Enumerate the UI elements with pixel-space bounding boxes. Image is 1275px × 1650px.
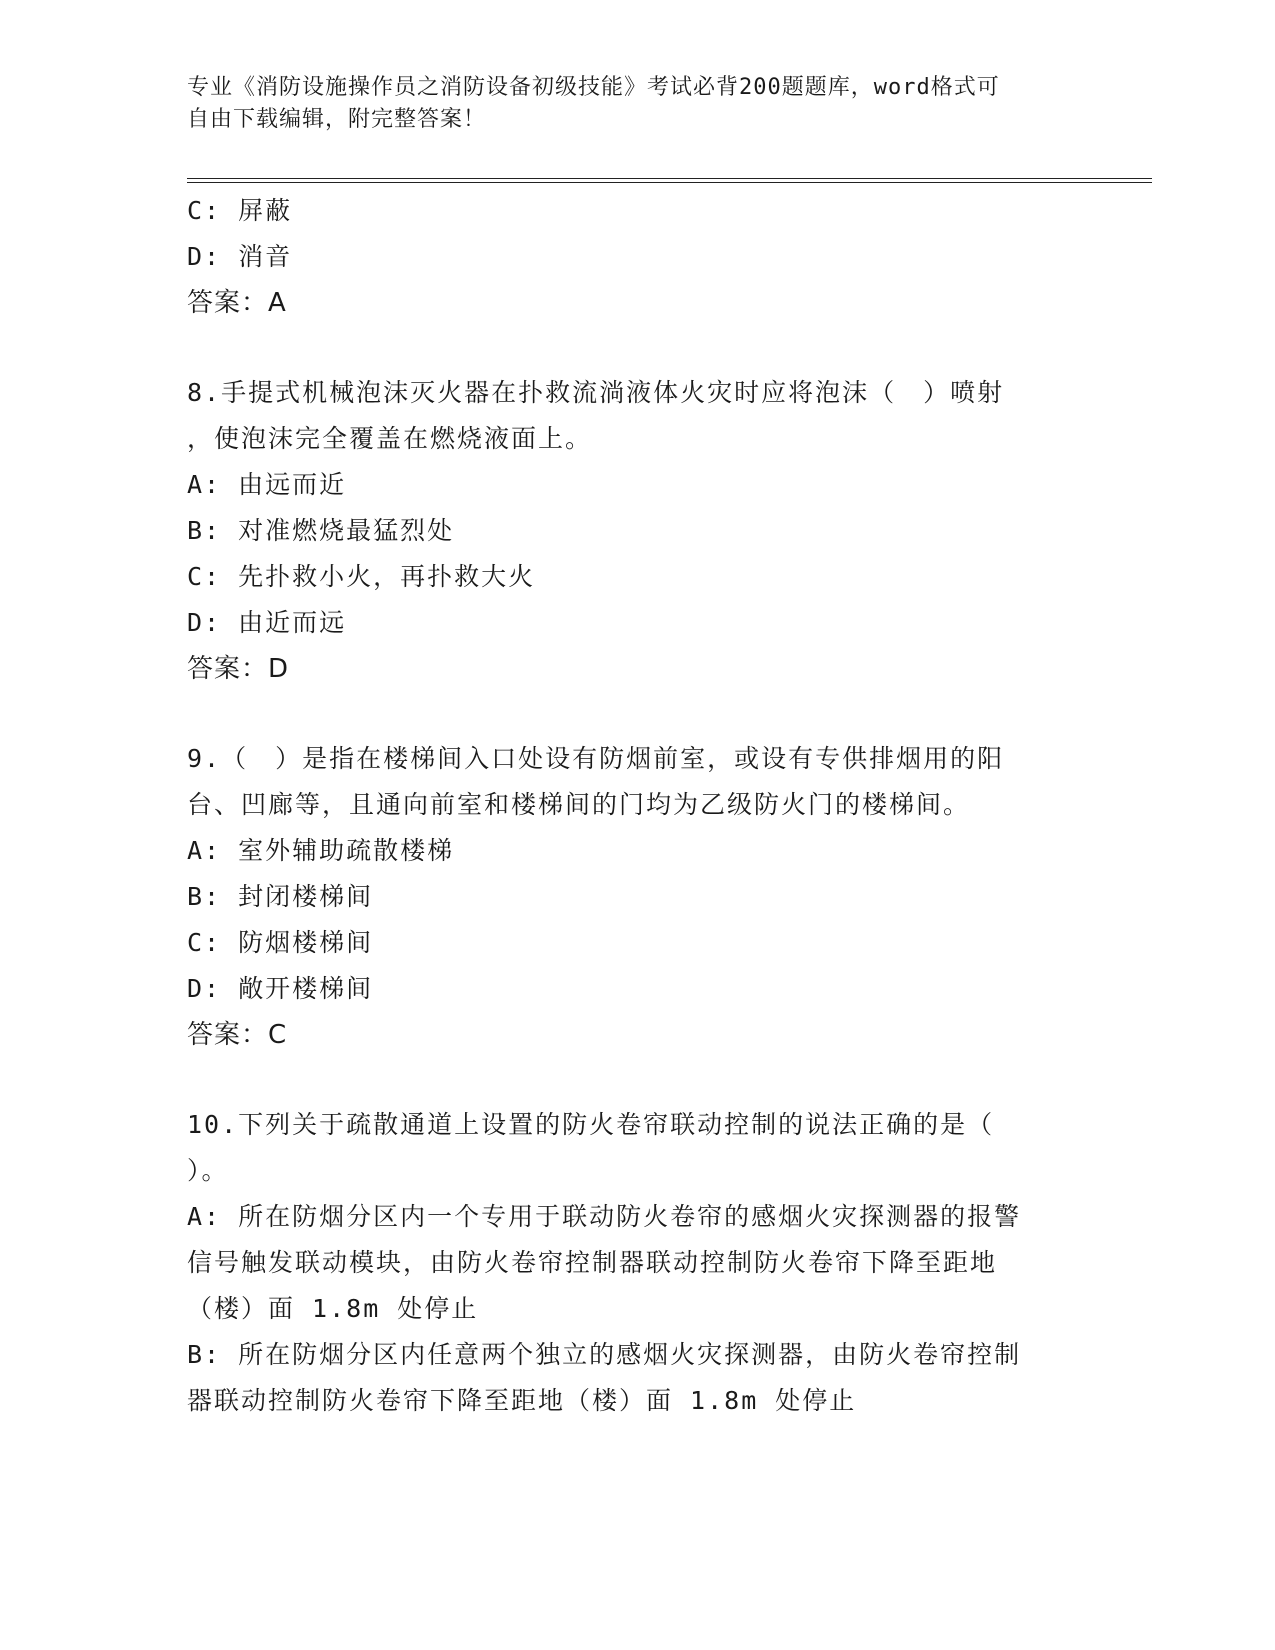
option-a-continued: （楼）面 1.8m 处停止 (187, 1294, 479, 1323)
question-text: 10.下列关于疏散通道上设置的防火卷帘联动控制的说法正确的是（ (187, 1110, 995, 1139)
option-a-continued: 信号触发联动模块，由防火卷帘控制器联动控制防火卷帘下降至距地 (187, 1248, 998, 1277)
answer-line: 答案：C (187, 1020, 288, 1050)
option-a: A: 所在防烟分区内一个专用于联动防火卷帘的感烟火灾探测器的报警 (187, 1202, 1022, 1231)
question-10 (187, 1102, 1087, 1424)
previous-question-tail (187, 188, 1087, 326)
option-a: A: 由远而近 (187, 470, 347, 499)
header-divider-top (187, 178, 1152, 179)
answer-line: 答案：A (187, 288, 287, 318)
answer-line: 答案：D (187, 654, 290, 684)
option-d: D: 消音 (187, 242, 293, 271)
option-b: B: 对准燃烧最猛烈处 (187, 516, 455, 545)
page-header (187, 72, 1067, 136)
option-b: B: 封闭楼梯间 (187, 882, 374, 911)
option-b: B: 所在防烟分区内任意两个独立的感烟火灾探测器，由防火卷帘控制 (187, 1340, 1022, 1369)
question-text: ，使泡沫完全覆盖在燃烧液面上。 (187, 424, 593, 453)
option-a: A: 室外辅助疏散楼梯 (187, 836, 455, 865)
header-line-1: 专业《消防设施操作员之消防设备初级技能》考试必背200题题库，word格式可 (187, 75, 1000, 100)
header-divider-bottom (187, 182, 1152, 183)
question-text: 9.（ ）是指在楼梯间入口处设有防烟前室，或设有专供排烟用的阳 (187, 744, 1005, 773)
header-line-2: 自由下载编辑，附完整答案！ (187, 107, 487, 132)
question-9 (187, 736, 1087, 1058)
option-c: C: 屏蔽 (187, 196, 293, 225)
question-text: 台、凹廊等，且通向前室和楼梯间的门均为乙级防火门的楼梯间。 (187, 790, 971, 819)
question-text: 8.手提式机械泡沫灭火器在扑救流淌液体火灾时应将泡沫（ ）喷射 (187, 378, 1005, 407)
option-b-continued: 器联动控制防火卷帘下降至距地（楼）面 1.8m 处停止 (187, 1386, 857, 1415)
question-text: ）。 (187, 1156, 229, 1185)
option-c: C: 防烟楼梯间 (187, 928, 374, 957)
question-content (187, 188, 1087, 1424)
option-d: D: 由近而远 (187, 608, 347, 637)
question-8 (187, 370, 1087, 692)
option-d: D: 敞开楼梯间 (187, 974, 374, 1003)
option-c: C: 先扑救小火，再扑救大火 (187, 562, 536, 591)
